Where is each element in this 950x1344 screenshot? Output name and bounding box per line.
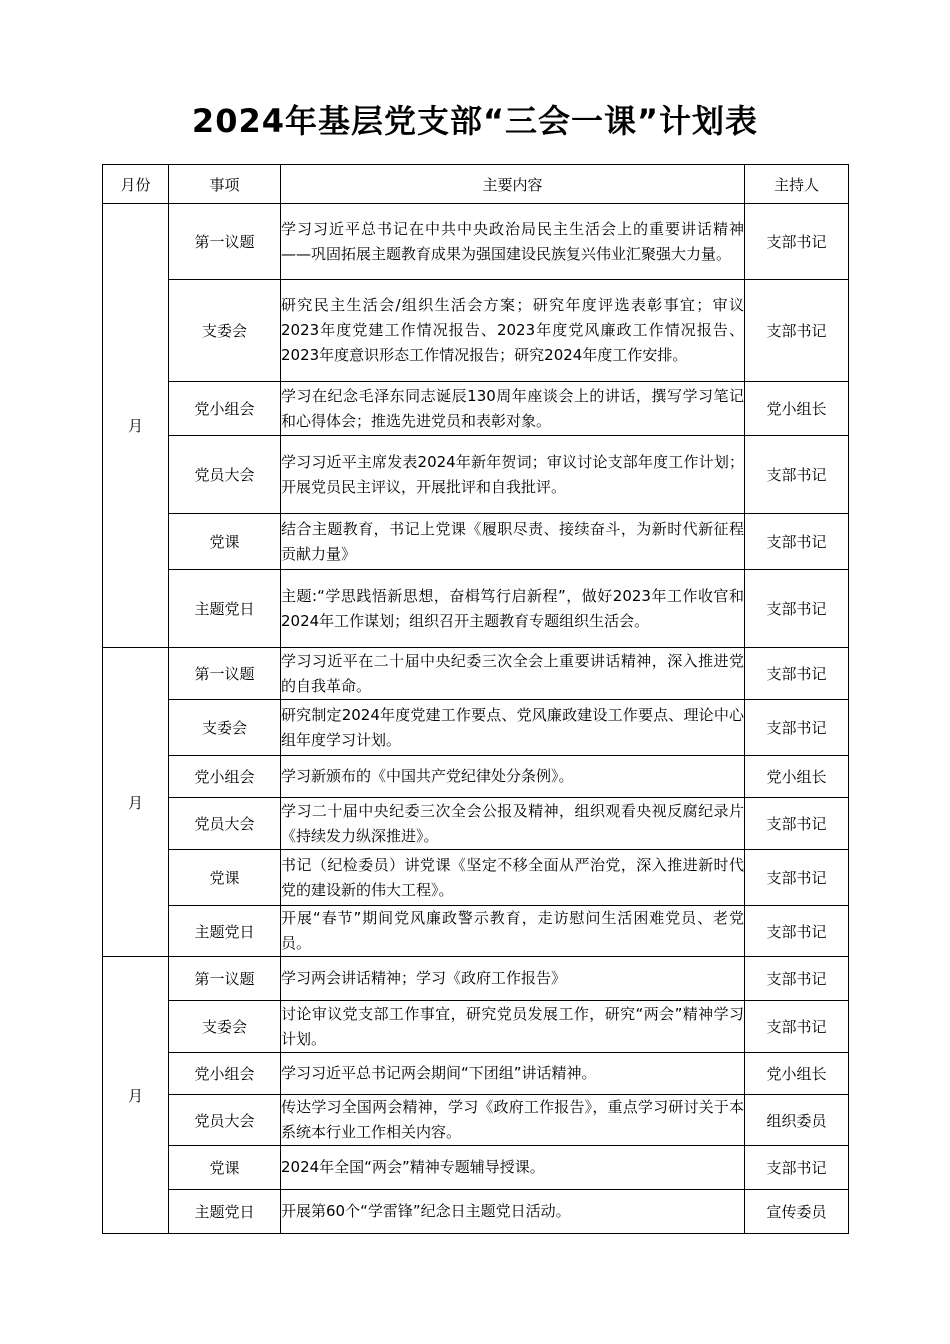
host-cell: 支部书记 bbox=[745, 906, 849, 957]
host-cell: 党小组长 bbox=[745, 756, 849, 798]
content-cell: 学习两会讲话精神；学习《政府工作报告》 bbox=[281, 957, 745, 1001]
table-row bbox=[103, 436, 849, 514]
table-row bbox=[103, 280, 849, 382]
page-title: 2024年基层党支部“三会一课”计划表 bbox=[191, 102, 759, 140]
item-cell: 主题党日 bbox=[169, 1190, 281, 1234]
item-cell: 党课 bbox=[169, 850, 281, 906]
table-row bbox=[103, 957, 849, 1001]
item-cell: 党课 bbox=[169, 514, 281, 570]
table-row bbox=[103, 382, 849, 436]
content-cell: 结合主题教育，书记上党课《履职尽责、接续奋斗，为新时代新征程贡献力量》 bbox=[281, 514, 745, 570]
content-cell: 研究民主生活会/组织生活会方案；研究年度评选表彰事宜；审议2023年度党建工作情况报告、2023年度党风廉政工作情况报告、2023年度意识形态工作情况报告；研究2024年度工作安排。 bbox=[281, 280, 745, 382]
content-cell: 开展第60个“学雷锋”纪念日主题党日活动。 bbox=[281, 1190, 745, 1234]
month-cell: 月 bbox=[103, 648, 169, 957]
host-cell: 宣传委员 bbox=[745, 1190, 849, 1234]
content-cell: 学习二十届中央纪委三次全会公报及精神，组织观看央视反腐纪录片《持续发力纵深推进》。 bbox=[281, 798, 745, 850]
header-month: 月份 bbox=[103, 165, 169, 204]
table-row bbox=[103, 906, 849, 957]
content-cell: 学习新颁布的《中国共产党纪律处分条例》。 bbox=[281, 756, 745, 798]
content-cell: 书记（纪检委员）讲党课《坚定不移全面从严治党，深入推进新时代党的建设新的伟大工程》。 bbox=[281, 850, 745, 906]
header-item: 事项 bbox=[169, 165, 281, 204]
host-cell: 党小组长 bbox=[745, 382, 849, 436]
table-row bbox=[103, 850, 849, 906]
item-cell: 党员大会 bbox=[169, 1095, 281, 1146]
table-header-row bbox=[103, 165, 849, 204]
item-cell: 支委会 bbox=[169, 1001, 281, 1053]
content-cell: 学习习近平总书记在中共中央政治局民主生活会上的重要讲话精神——巩固拓展主题教育成果为强国建设民族复兴伟业汇聚强大力量。 bbox=[281, 204, 745, 280]
host-cell: 支部书记 bbox=[745, 1001, 849, 1053]
content-cell: 研究制定2024年度党建工作要点、党风廉政建设工作要点、理论中心组年度学习计划。 bbox=[281, 700, 745, 756]
content-cell: 学习习近平总书记两会期间“下团组”讲话精神。 bbox=[281, 1053, 745, 1095]
item-cell: 支委会 bbox=[169, 700, 281, 756]
item-cell: 第一议题 bbox=[169, 204, 281, 280]
item-cell: 支委会 bbox=[169, 280, 281, 382]
item-cell: 党员大会 bbox=[169, 436, 281, 514]
host-cell: 支部书记 bbox=[745, 1146, 849, 1190]
table-row bbox=[103, 756, 849, 798]
plan-table bbox=[102, 164, 849, 1234]
content-cell: 2024年全国“两会”精神专题辅导授课。 bbox=[281, 1146, 745, 1190]
host-cell: 支部书记 bbox=[745, 204, 849, 280]
content-cell: 主题:“学思践悟新思想，奋楫笃行启新程”，做好2023年工作收官和2024年工作谋划；组织召开主题教育专题组织生活会。 bbox=[281, 570, 745, 648]
item-cell: 党员大会 bbox=[169, 798, 281, 850]
item-cell: 党课 bbox=[169, 1146, 281, 1190]
table-row bbox=[103, 1190, 849, 1234]
content-cell: 开展“春节”期间党风廉政警示教育，走访慰问生活困难党员、老党员。 bbox=[281, 906, 745, 957]
host-cell: 支部书记 bbox=[745, 957, 849, 1001]
item-cell: 主题党日 bbox=[169, 906, 281, 957]
item-cell: 党小组会 bbox=[169, 1053, 281, 1095]
item-cell: 党小组会 bbox=[169, 382, 281, 436]
item-cell: 第一议题 bbox=[169, 957, 281, 1001]
content-cell: 学习习近平主席发表2024年新年贺词；审议讨论支部年度工作计划；开展党员民主评议，开展批评和自我批评。 bbox=[281, 436, 745, 514]
content-cell: 学习在纪念毛泽东同志诞辰130周年座谈会上的讲话，撰写学习笔记和心得体会；推选先进党员和表彰对象。 bbox=[281, 382, 745, 436]
host-cell: 支部书记 bbox=[745, 700, 849, 756]
table-row bbox=[103, 648, 849, 700]
host-cell: 组织委员 bbox=[745, 1095, 849, 1146]
item-cell: 主题党日 bbox=[169, 570, 281, 648]
host-cell: 支部书记 bbox=[745, 436, 849, 514]
table-row bbox=[103, 1146, 849, 1190]
host-cell: 支部书记 bbox=[745, 648, 849, 700]
host-cell: 支部书记 bbox=[745, 850, 849, 906]
month-cell: 月 bbox=[103, 204, 169, 648]
content-cell: 讨论审议党支部工作事宜，研究党员发展工作，研究“两会”精神学习计划。 bbox=[281, 1001, 745, 1053]
table-row bbox=[103, 204, 849, 280]
host-cell: 支部书记 bbox=[745, 798, 849, 850]
item-cell: 党小组会 bbox=[169, 756, 281, 798]
host-cell: 支部书记 bbox=[745, 570, 849, 648]
table-row bbox=[103, 514, 849, 570]
table-row bbox=[103, 570, 849, 648]
header-host: 主持人 bbox=[745, 165, 849, 204]
table-row bbox=[103, 1001, 849, 1053]
month-cell: 月 bbox=[103, 957, 169, 1234]
content-cell: 学习习近平在二十届中央纪委三次全会上重要讲话精神，深入推进党的自我革命。 bbox=[281, 648, 745, 700]
item-cell: 第一议题 bbox=[169, 648, 281, 700]
table-row bbox=[103, 1095, 849, 1146]
table-row bbox=[103, 1053, 849, 1095]
table-row bbox=[103, 700, 849, 756]
host-cell: 支部书记 bbox=[745, 280, 849, 382]
header-content: 主要内容 bbox=[281, 165, 745, 204]
table-row bbox=[103, 798, 849, 850]
content-cell: 传达学习全国两会精神，学习《政府工作报告》，重点学习研讨关于本系统本行业工作相关内容。 bbox=[281, 1095, 745, 1146]
host-cell: 支部书记 bbox=[745, 514, 849, 570]
host-cell: 党小组长 bbox=[745, 1053, 849, 1095]
